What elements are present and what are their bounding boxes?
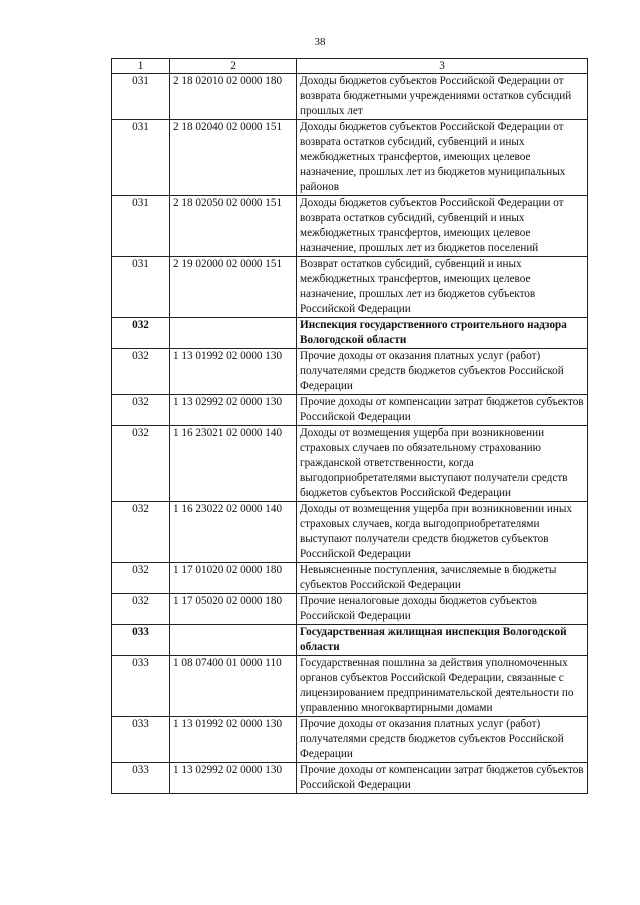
header-col-2: 2 — [170, 59, 297, 74]
admin-code-cell: 033 — [112, 656, 170, 717]
description-cell: Прочие доходы от компенсации затрат бюджетов субъектов Российской Федерации — [297, 763, 588, 794]
description-cell: Доходы бюджетов субъектов Российской Федерации от возврата бюджетными учреждениями остатков субсидий прошлых лет — [297, 74, 588, 120]
revenue-table — [111, 58, 588, 794]
description-cell: Прочие доходы от оказания платных услуг (работ) получателями средств бюджетов субъектов Российской Федерации — [297, 349, 588, 395]
revenue-code-cell: 2 18 02050 02 0000 151 — [170, 196, 297, 257]
revenue-code-cell: 1 16 23021 02 0000 140 — [170, 426, 297, 502]
table-row — [112, 563, 588, 594]
admin-code-cell: 033 — [112, 625, 170, 656]
description-cell: Доходы от возмещения ущерба при возникновении иных страховых случаев, когда выгодоприобретателями выступают получатели средств бюджетов субъектов Российской Федерации — [297, 502, 588, 563]
table-row — [112, 257, 588, 318]
admin-code-cell: 032 — [112, 395, 170, 426]
description-cell: Прочие доходы от оказания платных услуг (работ) получателями средств бюджетов субъектов Российской Федерации — [297, 717, 588, 763]
table-row — [112, 502, 588, 563]
revenue-code-cell: 1 17 05020 02 0000 180 — [170, 594, 297, 625]
revenue-code-cell: 1 13 02992 02 0000 130 — [170, 395, 297, 426]
description-cell: Прочие неналоговые доходы бюджетов субъектов Российской Федерации — [297, 594, 588, 625]
revenue-code-cell: 2 19 02000 02 0000 151 — [170, 257, 297, 318]
revenue-code-cell: 1 13 01992 02 0000 130 — [170, 717, 297, 763]
revenue-code-cell: 1 13 01992 02 0000 130 — [170, 349, 297, 395]
header-row — [112, 59, 588, 74]
section-header-row — [112, 318, 588, 349]
revenue-code-cell: 2 18 02040 02 0000 151 — [170, 120, 297, 196]
table-row — [112, 74, 588, 120]
description-cell: Государственная пошлина за действия уполномоченных органов субъектов Российской Федерации, связанные с лицензированием предпринимательской деятельности по управлению многоквартирными домами — [297, 656, 588, 717]
table-row — [112, 349, 588, 395]
header-col-1: 1 — [112, 59, 170, 74]
description-cell: Возврат остатков субсидий, субвенций и иных межбюджетных трансфертов, имеющих целевое назначение, прошлых лет из бюджетов субъектов Российской Федерации — [297, 257, 588, 318]
table-row — [112, 120, 588, 196]
admin-code-cell: 033 — [112, 717, 170, 763]
table-row — [112, 656, 588, 717]
revenue-code-cell: 1 13 02992 02 0000 130 — [170, 763, 297, 794]
admin-code-cell: 031 — [112, 120, 170, 196]
table-header — [112, 59, 588, 74]
admin-code-cell: 033 — [112, 763, 170, 794]
admin-code-cell: 032 — [112, 318, 170, 349]
revenue-code-cell: 1 08 07400 01 0000 110 — [170, 656, 297, 717]
revenue-code-cell: 1 17 01020 02 0000 180 — [170, 563, 297, 594]
revenue-code-cell: 2 18 02010 02 0000 180 — [170, 74, 297, 120]
table-row — [112, 426, 588, 502]
description-cell: Государственная жилищная инспекция Вологодской области — [297, 625, 588, 656]
admin-code-cell: 032 — [112, 594, 170, 625]
description-cell: Доходы бюджетов субъектов Российской Федерации от возврата остатков субсидий, субвенций и иных межбюджетных трансфертов, имеющих целевое назначение, прошлых лет из бюджетов поселений — [297, 196, 588, 257]
table-row — [112, 763, 588, 794]
page-number: 38 — [314, 36, 326, 48]
admin-code-cell: 032 — [112, 426, 170, 502]
admin-code-cell: 032 — [112, 563, 170, 594]
header-col-3: 3 — [297, 59, 588, 74]
description-cell: Инспекция государственного строительного надзора Вологодской области — [297, 318, 588, 349]
revenue-code-cell: 1 16 23022 02 0000 140 — [170, 502, 297, 563]
admin-code-cell: 031 — [112, 257, 170, 318]
table-row — [112, 196, 588, 257]
description-cell: Доходы бюджетов субъектов Российской Федерации от возврата остатков субсидий, субвенций и иных межбюджетных трансфертов, имеющих целевое назначение, прошлых лет из бюджетов муниципальных районов — [297, 120, 588, 196]
revenue-code-cell — [170, 625, 297, 656]
admin-code-cell: 031 — [112, 196, 170, 257]
description-cell: Прочие доходы от компенсации затрат бюджетов субъектов Российской Федерации — [297, 395, 588, 426]
table-row — [112, 594, 588, 625]
table-body — [112, 74, 588, 794]
description-cell: Доходы от возмещения ущерба при возникновении страховых случаев по обязательному страхованию гражданской ответственности, когда выгодоприобретателями выступают получатели средств бюджетов субъектов Российской Федерации — [297, 426, 588, 502]
admin-code-cell: 032 — [112, 349, 170, 395]
description-cell: Невыясненные поступления, зачисляемые в бюджеты субъектов Российской Федерации — [297, 563, 588, 594]
table-row — [112, 717, 588, 763]
revenue-code-cell — [170, 318, 297, 349]
admin-code-cell: 031 — [112, 74, 170, 120]
section-header-row — [112, 625, 588, 656]
table-row — [112, 395, 588, 426]
admin-code-cell: 032 — [112, 502, 170, 563]
